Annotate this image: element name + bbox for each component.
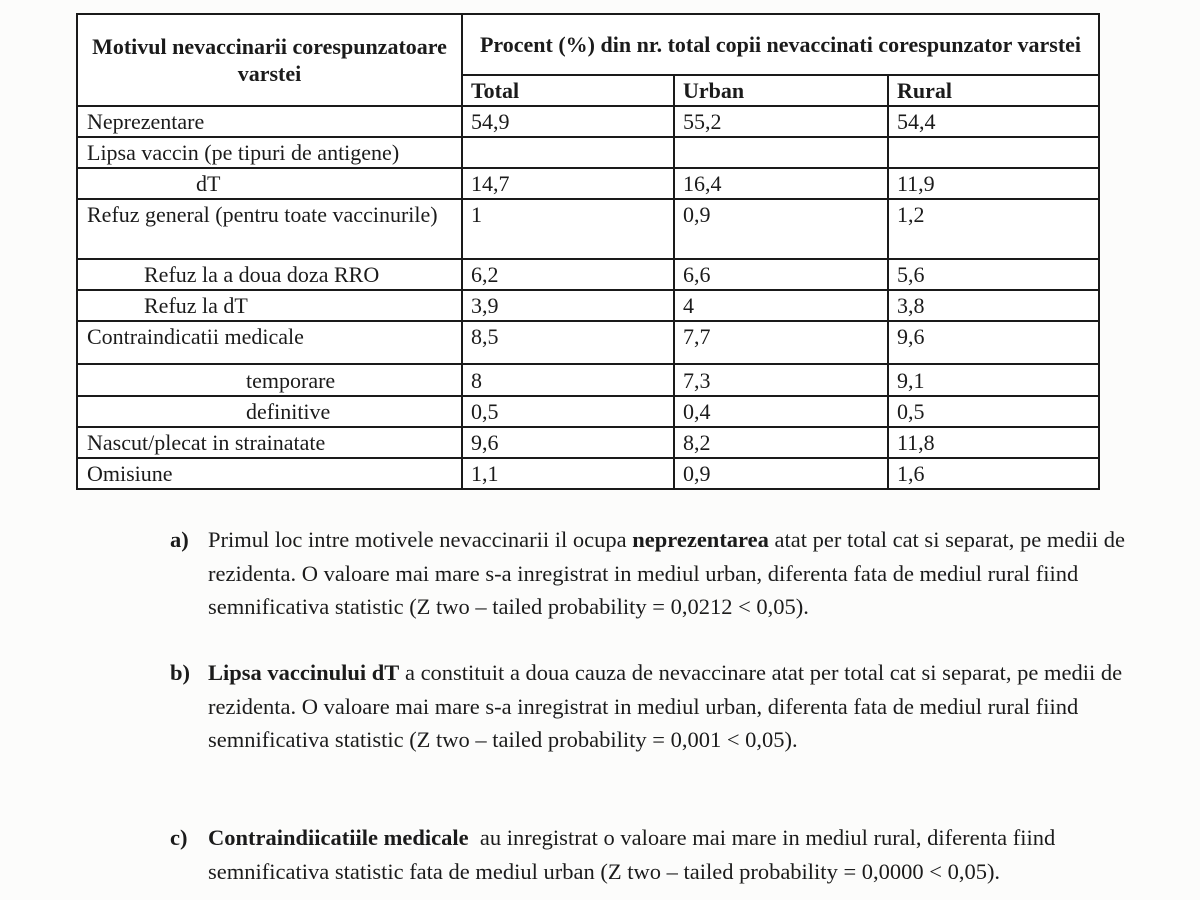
header-urban: Urban (674, 75, 888, 106)
table-row (77, 458, 1099, 489)
table-row (77, 427, 1099, 458)
cell-total: 54,9 (462, 106, 674, 137)
cell-urban: 8,2 (674, 427, 888, 458)
note-plain-text: atat per total cat si separat, pe medii de rezidenta. O valoare mai mare s-a inregistrat in mediul urban, diferenta fata de mediul rural fiind semnificativa statistic (Z two – tailed probability = 0,0212 < 0,05). (208, 527, 1125, 619)
row-label: Refuz la dT (77, 290, 462, 321)
cell-rural: 11,9 (888, 168, 1099, 199)
note-b (170, 656, 1135, 757)
table-row (77, 199, 1099, 259)
table-row (77, 321, 1099, 364)
table-row (77, 364, 1099, 396)
vaccination-reasons-table (76, 13, 1100, 490)
note-bold-text: neprezentarea (632, 527, 769, 552)
row-label: temporare (77, 364, 462, 396)
cell-rural: 1,6 (888, 458, 1099, 489)
cell-urban: 0,9 (674, 458, 888, 489)
cell-rural (888, 137, 1099, 168)
note-label: a) (170, 527, 189, 552)
cell-rural: 9,6 (888, 321, 1099, 364)
cell-rural: 0,5 (888, 396, 1099, 427)
cell-total: 0,5 (462, 396, 674, 427)
note-text (208, 821, 1135, 888)
row-label: definitive (77, 396, 462, 427)
cell-total: 3,9 (462, 290, 674, 321)
cell-urban: 55,2 (674, 106, 888, 137)
row-label: Refuz la a doua doza RRO (77, 259, 462, 290)
row-label: Neprezentare (77, 106, 462, 137)
cell-total (462, 137, 674, 168)
row-label: Nascut/plecat in strainatate (77, 427, 462, 458)
cell-total: 1,1 (462, 458, 674, 489)
table-row (77, 259, 1099, 290)
table-row (77, 137, 1099, 168)
cell-urban: 4 (674, 290, 888, 321)
cell-total: 8 (462, 364, 674, 396)
cell-total: 9,6 (462, 427, 674, 458)
cell-total: 14,7 (462, 168, 674, 199)
cell-urban: 7,7 (674, 321, 888, 364)
cell-rural: 11,8 (888, 427, 1099, 458)
cell-urban: 16,4 (674, 168, 888, 199)
note-text (208, 656, 1135, 757)
cell-rural: 3,8 (888, 290, 1099, 321)
cell-rural: 9,1 (888, 364, 1099, 396)
cell-urban: 6,6 (674, 259, 888, 290)
cell-urban: 0,9 (674, 199, 888, 259)
note-a (170, 523, 1135, 624)
header-motive-column: Motivul nevaccinarii corespunzatoare varstei (77, 14, 462, 106)
cell-urban: 7,3 (674, 364, 888, 396)
note-plain-text: au inregistrat o valoare mai mare in mediul rural, diferenta fiind semnificativa statistic fata de mediul urban (Z two – tailed probability = 0,0000 < 0,05). (208, 825, 1056, 884)
row-label: Refuz general (pentru toate vaccinurile) (77, 199, 462, 259)
note-bold-text: Contraindiicatiile medicale (208, 825, 469, 850)
note-c (170, 821, 1135, 888)
note-bold-text: Lipsa vaccinului dT (208, 660, 400, 685)
table-row (77, 106, 1099, 137)
header-percent-column: Procent (%) din nr. total copii nevaccinati corespunzator varstei (462, 14, 1099, 75)
note-label: b) (170, 660, 191, 685)
cell-rural: 54,4 (888, 106, 1099, 137)
note-text (208, 523, 1135, 624)
table-row (77, 396, 1099, 427)
row-label: dT (77, 168, 462, 199)
note-plain-text: a constituit a doua cauza de nevaccinare atat per total cat si separat, pe medii de rezidenta. O valoare mai mare s-a inregistrat in mediul urban, diferenta fata de mediul rural fiind semnificativa statistic (Z two – tailed probability = 0,001 < 0,05). (208, 660, 1123, 752)
note-label: c) (170, 825, 188, 850)
row-label: Lipsa vaccin (pe tipuri de antigene) (77, 137, 462, 168)
cell-urban: 0,4 (674, 396, 888, 427)
table-row (77, 168, 1099, 199)
cell-total: 8,5 (462, 321, 674, 364)
cell-urban (674, 137, 888, 168)
row-label: Contraindicatii medicale (77, 321, 462, 364)
header-row-top (77, 14, 1099, 75)
cell-rural: 5,6 (888, 259, 1099, 290)
header-rural: Rural (888, 75, 1099, 106)
cell-total: 6,2 (462, 259, 674, 290)
header-total: Total (462, 75, 674, 106)
cell-rural: 1,2 (888, 199, 1099, 259)
row-label: Omisiune (77, 458, 462, 489)
cell-total: 1 (462, 199, 674, 259)
table-row (77, 290, 1099, 321)
note-plain-text: Primul loc intre motivele nevaccinarii il ocupa (208, 527, 633, 552)
